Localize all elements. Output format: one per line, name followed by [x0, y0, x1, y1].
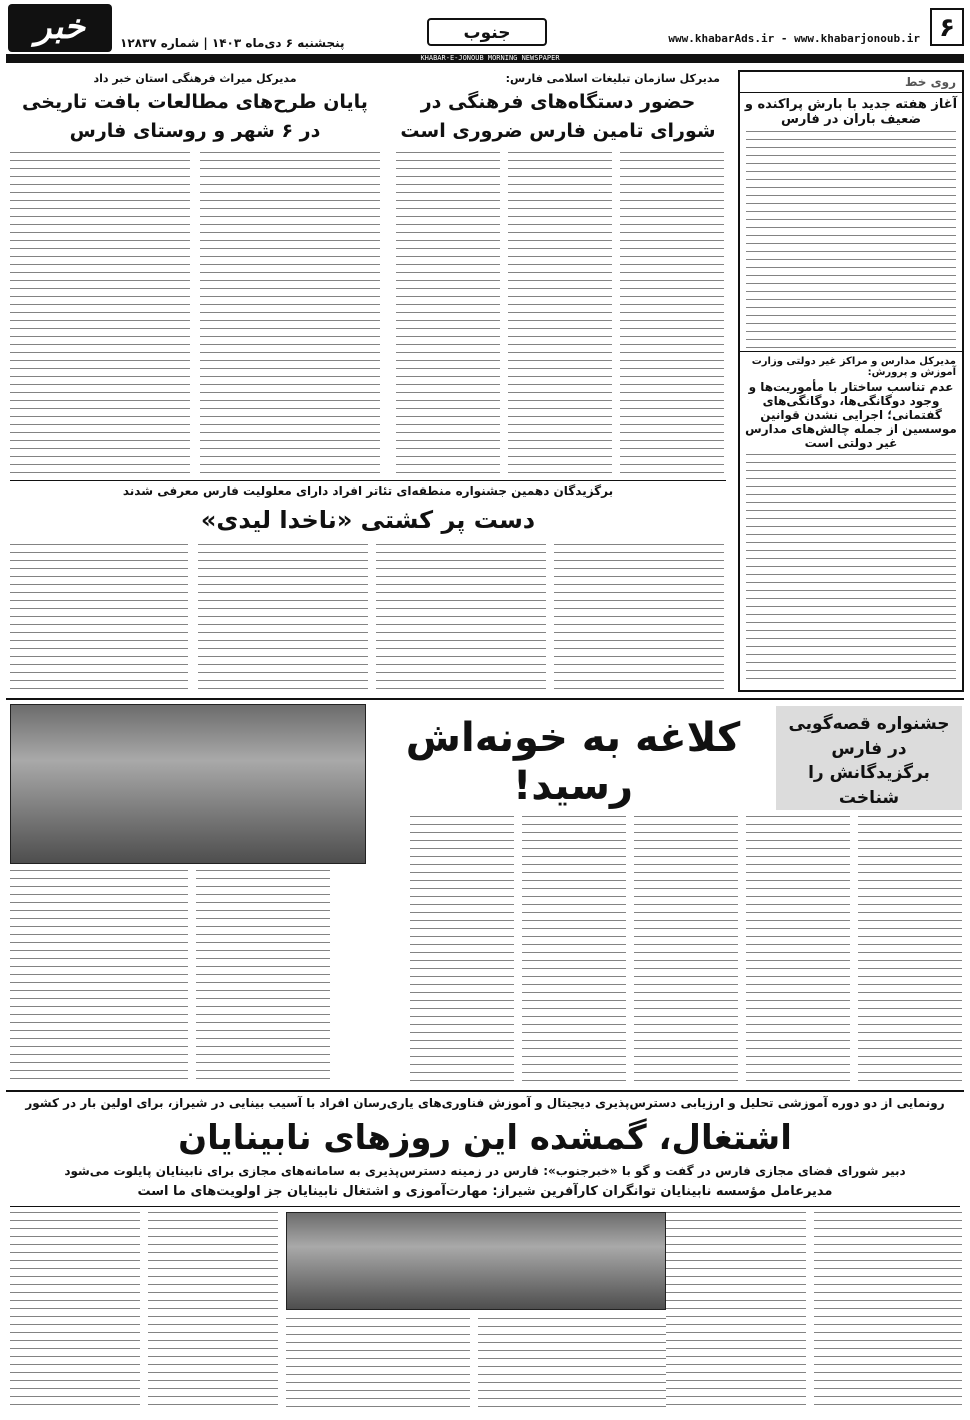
- blind-body-col-6: [10, 1212, 140, 1412]
- sidebar-kicker: مدیرکل مدارس و مراکز غیر دولتی وزارت آموزش و پرورش:: [740, 351, 962, 378]
- storytelling-body-col-5: [410, 816, 514, 1082]
- storytelling-body-col-4: [522, 816, 626, 1082]
- paper-name-en: KHABAR-E-JONOUB MORNING NEWSPAPER: [420, 54, 560, 62]
- sidebar-second-body: [746, 454, 956, 680]
- logo-text: خبر: [34, 7, 86, 47]
- heritage-body-col-2: [10, 152, 190, 488]
- blind-body-col-3: [286, 1318, 470, 1412]
- blind-body-col-4: [478, 1318, 666, 1412]
- heritage-kicker: مدیرکل میراث فرهنگی استان خبر داد: [93, 72, 297, 85]
- sidebar-second-headline: عدم تناسب ساختار با مأموریت‌ها و وجود دوگانگی‌ها، دوگانگی‌های گفتمانی؛ اجرایی نشدن قوانین موسسین از جمله چالش‌های مدارس غیر دولتی است: [745, 380, 957, 450]
- theatre-body-col-1: [554, 544, 724, 692]
- section-tab: جنوب: [427, 18, 547, 46]
- blind-body-col-1: [814, 1212, 962, 1412]
- blind-body-col-2: [666, 1212, 806, 1412]
- sidebar-box: [738, 70, 964, 692]
- sidebar-headline: آغاز هفته جدید با بارش پراکنده و ضعیف باران در فارس: [744, 97, 958, 127]
- storytelling-photo: [10, 704, 366, 864]
- heritage-body-col-1: [200, 152, 380, 488]
- website-urls: www.khabarAds.ir - www.khabarjonoub.ir: [668, 32, 920, 45]
- blind-subline-1: دبیر شورای فضای مجازی فارس در گفت و گو با «خبرجنوب»: فارس در زمینه دسترس‌پذیری به سامانه‌های مجازی برای نابینایان پایلوت می‌شود: [64, 1164, 906, 1178]
- theatre-headline: دست پر کشتی «ناخدا لیدی»: [200, 506, 536, 534]
- blind-photo: [286, 1212, 666, 1310]
- culture-kicker: مدیرکل سازمان تبلیغات اسلامی فارس:: [505, 72, 720, 85]
- theatre-body-col-3: [198, 544, 368, 692]
- divider-4: [10, 1206, 960, 1207]
- storytelling-body-col-2: [746, 816, 850, 1082]
- culture-body-col-1: [620, 152, 724, 488]
- divider-2: [6, 698, 964, 700]
- storytelling-body-col-3: [634, 816, 738, 1082]
- heritage-headline: پایان طرح‌های مطالعات بافت تاریخی در ۶ شهر و روستای فارس: [22, 91, 368, 142]
- blind-headline: اشتغال، گمشده این روزهای نابینایان: [178, 1118, 792, 1158]
- culture-body-col-3: [396, 152, 500, 488]
- theatre-body-col-2: [376, 544, 546, 692]
- issue-date-line: پنجشنبه ۶ دی‌ماه ۱۴۰۳ | شماره ۱۲۸۳۷: [120, 36, 345, 50]
- culture-headline: حضور دستگاه‌های فرهنگی در شورای تامین فارس ضروری است: [400, 91, 716, 142]
- sidebar-label: روی خط: [740, 72, 962, 93]
- blind-subline-2: مدیرعامل مؤسسه نابینایان توانگران کارآفرین شیراز: مهارت‌آموزی و اشتغال نابینایان جز اولویت‌های ما است: [137, 1184, 833, 1199]
- divider-3: [6, 1090, 964, 1092]
- newspaper-logo: [8, 4, 112, 52]
- theatre-kicker: برگزیدگان دهمین جشنواره منطقه‌ای تئاتر افراد دارای معلولیت فارس معرفی شدند: [122, 484, 614, 498]
- storytelling-winners-col-1: [196, 870, 330, 1082]
- page-number: ۶: [930, 8, 964, 46]
- storytelling-side-headline: جشنواره قصه‌گویی در فارس برگزیدگانش را شناخت: [776, 706, 962, 810]
- sidebar-body-text: [746, 131, 956, 349]
- culture-body-col-2: [508, 152, 612, 488]
- storytelling-winners-col-2: [10, 870, 188, 1082]
- theatre-body-col-4: [10, 544, 188, 692]
- blind-body-col-5: [148, 1212, 278, 1412]
- divider-1: [10, 480, 726, 481]
- blind-kicker: رونمایی از دو دوره آموزشی تحلیل و ارزیابی دسترس‌پذیری دیجیتال و آموزش فناوری‌های یاری‌رسان افراد با آسیب بینایی در شیراز، برای اولین بار در کشور: [25, 1096, 945, 1110]
- storytelling-headline: کلاغه به خونه‌اش رسید!: [405, 715, 741, 809]
- storytelling-body-col-1: [858, 816, 962, 1082]
